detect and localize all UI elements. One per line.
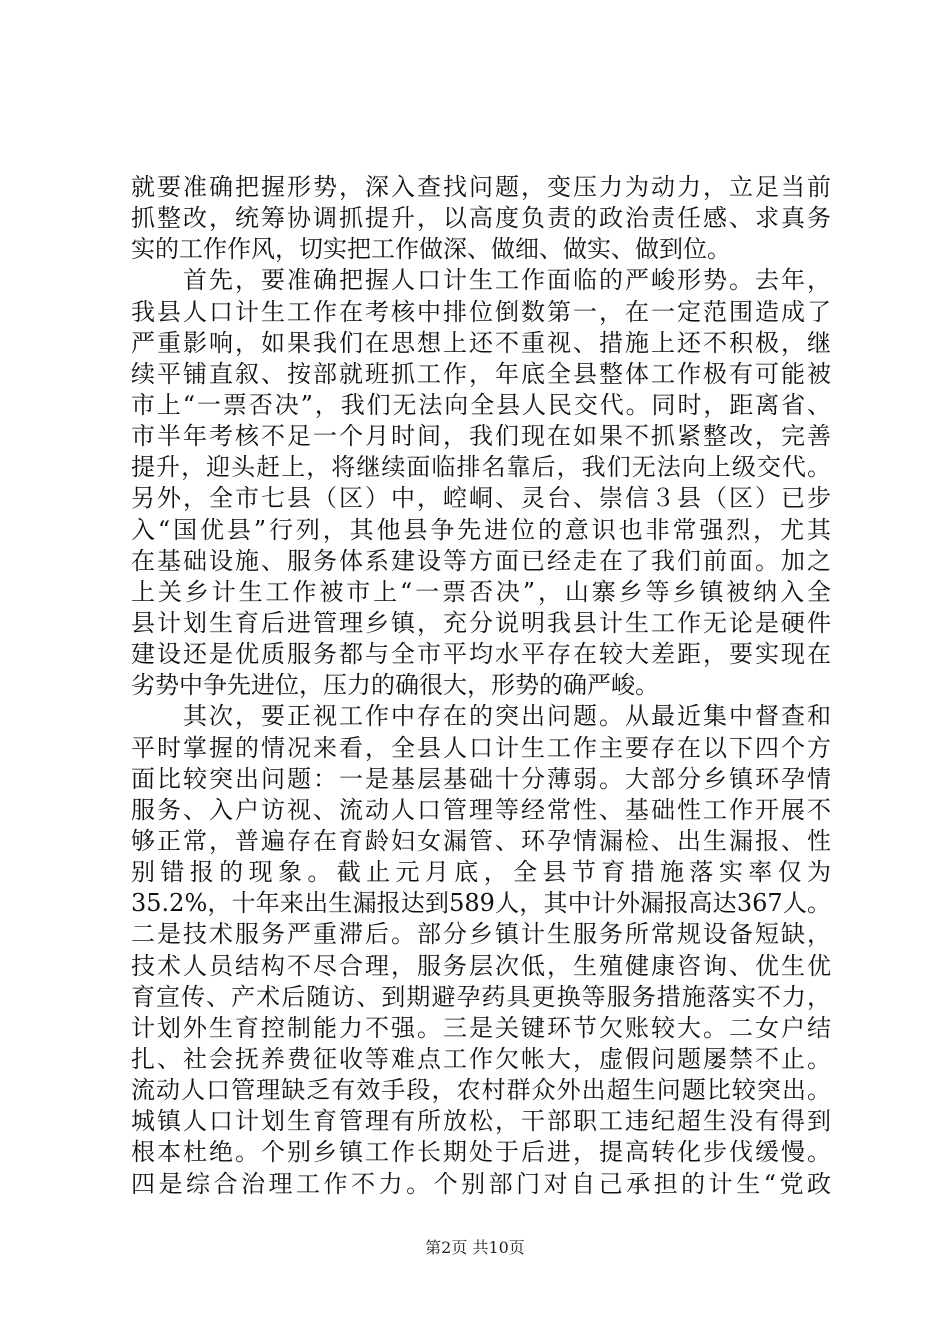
text-line: 在基础设施、服务体系建设等方面已经走在了我们前面。加之 <box>131 546 831 575</box>
text-line: 服务、入户访视、流动人口管理等经常性、基础性工作开展不 <box>131 795 831 824</box>
text-line: 实的工作作风，切实把工作做深、做细、做实、做到位。 <box>131 235 731 264</box>
text-line: 四是综合治理工作不力。个别部门对自己承担的计生“党政 <box>131 1169 831 1198</box>
text-line: 城镇人口计划生育管理有所放松，干部职工违纪超生没有得到 <box>131 1107 831 1136</box>
text-line: 上关乡计生工作被市上“一票否决”，山寨乡等乡镇被纳入全 <box>131 577 831 606</box>
text-line: 别错报的现象。截止元月底，全县节育措施落实率仅为 <box>131 858 831 887</box>
paragraph-start-line: 其次，要正视工作中存在的突出问题。从最近集中督查和 <box>131 702 831 731</box>
text-line: 另外，全市七县（区）中，崆峒、灵台、崇信３县（区）已步 <box>131 484 831 513</box>
text-line: 续平铺直叙、按部就班抓工作，年底全县整体工作极有可能被 <box>131 359 831 388</box>
text-line: 严重影响，如果我们在思想上还不重视、措施上还不积极，继 <box>131 328 831 357</box>
text-line: 平时掌握的情况来看，全县人口计生工作主要存在以下四个方 <box>131 733 831 762</box>
text-line: 计划外生育控制能力不强。三是关键环节欠账较大。二女户结 <box>131 1013 831 1042</box>
paragraph-start-line: 首先，要准确把握人口计生工作面临的严峻形势。去年， <box>131 266 831 295</box>
text-line: 市上“一票否决”，我们无法向全县人民交代。同时，距离省、 <box>131 390 831 419</box>
text-line: 面比较突出问题：一是基层基础十分薄弱。大部分乡镇环孕情 <box>131 764 831 793</box>
text-line: 入“国优县”行列，其他县争先进位的意识也非常强烈，尤其 <box>131 515 831 544</box>
text-line: 二是技术服务严重滞后。部分乡镇计生服务所常规设备短缺， <box>131 920 831 949</box>
text-line: 够正常，普遍存在育龄妇女漏管、环孕情漏检、出生漏报、性 <box>131 826 831 855</box>
text-line: 我县人口计生工作在考核中排位倒数第一，在一定范围造成了 <box>131 297 831 326</box>
text-line: 抓整改，统筹协调抓提升，以高度负责的政治责任感、求真务 <box>131 204 831 233</box>
text-line: 县计划生育后进管理乡镇，充分说明我县计生工作无论是硬件 <box>131 608 831 637</box>
text-line: 育宣传、产术后随访、到期避孕药具更换等服务措施落实不力， <box>131 982 831 1011</box>
body-text <box>131 172 831 1200</box>
page-number-footer: 第2页 共10页 <box>425 1238 525 1257</box>
text-line: 根本杜绝。个别乡镇工作长期处于后进，提高转化步伐缓慢。 <box>131 1138 831 1167</box>
text-line: 就要准确把握形势，深入查找问题，变压力为动力，立足当前 <box>131 173 831 201</box>
text-line: 市半年考核不足一个月时间，我们现在如果不抓紧整改，完善 <box>131 422 831 451</box>
text-line: 劣势中争先进位，压力的确很大，形势的确严峻。 <box>131 671 659 700</box>
text-line: 35.2%，十年来出生漏报达到589人，其中计外漏报高达367人。 <box>131 889 831 918</box>
text-line: 提升，迎头赶上，将继续面临排名靠后，我们无法向上级交代。 <box>131 453 831 482</box>
text-line: 流动人口管理缺乏有效手段，农村群众外出超生问题比较突出。 <box>131 1076 831 1105</box>
text-line: 建设还是优质服务都与全市平均水平存在较大差距，要实现在 <box>131 640 831 669</box>
text-line: 扎、社会抚养费征收等难点工作欠帐大，虚假问题屡禁不止。 <box>131 1044 831 1073</box>
text-line: 技术人员结构不尽合理，服务层次低，生殖健康咨询、优生优 <box>131 951 831 980</box>
